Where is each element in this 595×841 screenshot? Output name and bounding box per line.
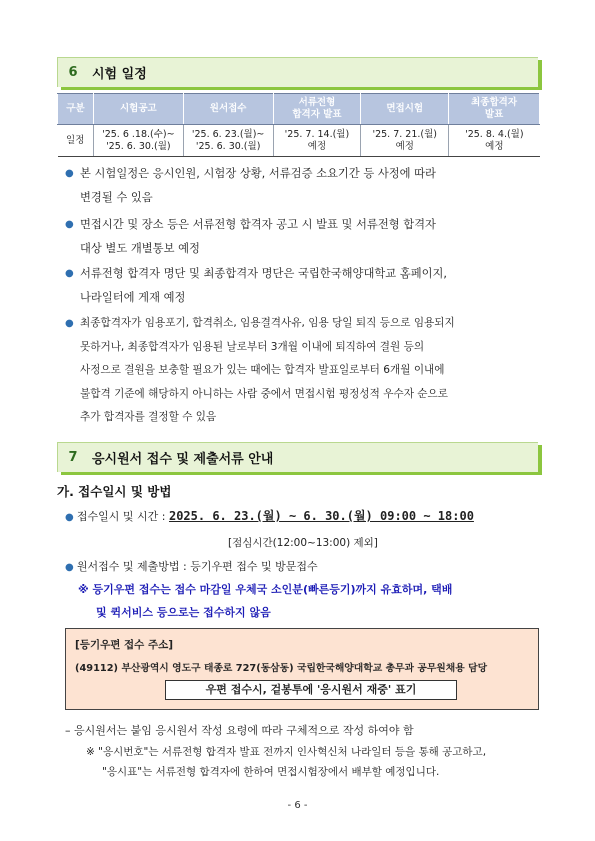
warning-line: ※ 등기우편 접수는 접수 마감일 우체국 소인분(빠른등기)까지 유효하며, 택배: [78, 583, 453, 596]
bullet-dot-icon: ●: [65, 562, 77, 573]
table-header: 최종합격자 발표: [449, 94, 540, 125]
bullet-line: 추가 합격자를 결정할 수 있음: [80, 411, 217, 423]
bullet-line: 사정으로 결원을 보충할 필요가 있는 때에는 합격자 발표일로부터 6개월 이내에: [80, 364, 445, 376]
receipt-label: 접수일시 및 시간 :: [76, 510, 169, 523]
bullet-dot-icon: ●: [65, 219, 74, 230]
table-cell: '25. 7. 14.(월) 예정: [273, 125, 361, 157]
bullet-line: 면접시간 및 장소 등은 서류전형 합격자 공고 시 발표 및 서류전형 합격자: [80, 218, 436, 231]
section-number: 7: [68, 450, 78, 465]
section-6-header: [57, 57, 538, 87]
table-header: 원서접수: [183, 94, 273, 125]
bullet-item: [65, 312, 540, 430]
receipt-value: 2025. 6. 23.(월) ~ 6. 30.(월) 09:00 ~ 18:00: [168, 509, 474, 523]
table-header: 면접시험: [361, 94, 449, 125]
method-text: 원서접수 및 제출방법 : 등기우편 접수 및 방문접수: [76, 560, 318, 573]
bullet-item: [65, 213, 540, 260]
table-header: 구분: [58, 94, 94, 125]
section-7-header: [57, 442, 538, 472]
table-cell: '25. 6. 23.(월)~ '25. 6. 30.(월): [183, 125, 273, 157]
bullet-dot-icon: ●: [65, 168, 74, 179]
note-line: ※ "응시번호"는 서류전형 합격자 발표 전까지 인사혁신처 나라일터 등을 통해 공고하고,: [86, 746, 487, 758]
subsection-title: 가. 접수일시 및 방법: [57, 484, 172, 499]
table-cell: 일정: [58, 125, 94, 157]
bullet-line: 변경될 수 있음: [80, 190, 153, 204]
table-cell: '25. 6 .18.(수)~ '25. 6. 30.(월): [93, 125, 183, 157]
method-line: [65, 558, 318, 574]
bullet-dot-icon: ●: [65, 512, 77, 523]
receipt-period-line: [65, 507, 474, 524]
note-line: "응시표"는 서류전형 합격자에 한하여 면접시험장에서 배부할 예정입니다.: [102, 766, 440, 778]
bullet-line: 본 시험일정은 응시인원, 시험장 상황, 서류검증 소요기간 등 사정에 따라: [80, 167, 436, 180]
table-header: 시험공고: [93, 94, 183, 125]
address-heading: [등기우편 접수 주소]: [75, 639, 174, 651]
bullet-item: [65, 162, 540, 209]
section-number: 6: [68, 65, 78, 80]
table-header-row: [58, 94, 540, 125]
bullet-line: 불합격 기준에 해당하지 아니하는 사람 중에서 면접시험 평정성적 우수자 순으로: [80, 387, 449, 400]
table-cell: '25. 8. 4.(월) 예정: [449, 125, 540, 157]
address-line: (49112) 부산광역시 영도구 태종로 727(동삼동) 국립한국해양대학교 총무과 공무원채용 담당: [75, 663, 488, 674]
table-header: 서류전형 합격자 발표: [273, 94, 361, 125]
section-title: 응시원서 접수 및 제출서류 안내: [92, 452, 274, 467]
bullet-dot-icon: ●: [65, 268, 74, 279]
bullet-line: 나라일터에 게재 예정: [80, 290, 186, 304]
table-row: [58, 125, 540, 157]
bullet-line: 서류전형 합격자 명단 및 최종합격자 명단은 국립한국해양대학교 홈페이지,: [80, 267, 448, 280]
bullet-line: 대상 별도 개별통보 예정: [80, 241, 200, 255]
section-title: 시험 일정: [92, 67, 147, 82]
page-number: - 6 -: [287, 800, 308, 811]
schedule-table: [57, 93, 540, 157]
bullet-line: 못하거나, 최종합격자가 임용된 날로부터 3개월 이내에 퇴직하여 결원 등의: [80, 340, 425, 353]
bullet-dot-icon: ●: [65, 318, 74, 329]
bullet-item: [65, 262, 540, 309]
lunch-note: [점심시간(12:00~13:00) 제외]: [228, 537, 378, 549]
bullet-line: 최종합격자가 임용포기, 합격취소, 임용결격사유, 임용 당일 퇴직 등으로 임용되지: [80, 317, 455, 329]
instruction-line: – 응시원서는 붙임 응시원서 작성 요령에 따라 구체적으로 작성 하여야 함: [65, 724, 414, 737]
envelope-note: 우편 접수시, 겉봉투에 '응시원서 재중' 표기: [165, 680, 457, 700]
table-cell: '25. 7. 21.(월) 예정: [361, 125, 449, 157]
warning-line: 및 퀵서비스 등으로는 접수하지 않음: [96, 606, 271, 619]
